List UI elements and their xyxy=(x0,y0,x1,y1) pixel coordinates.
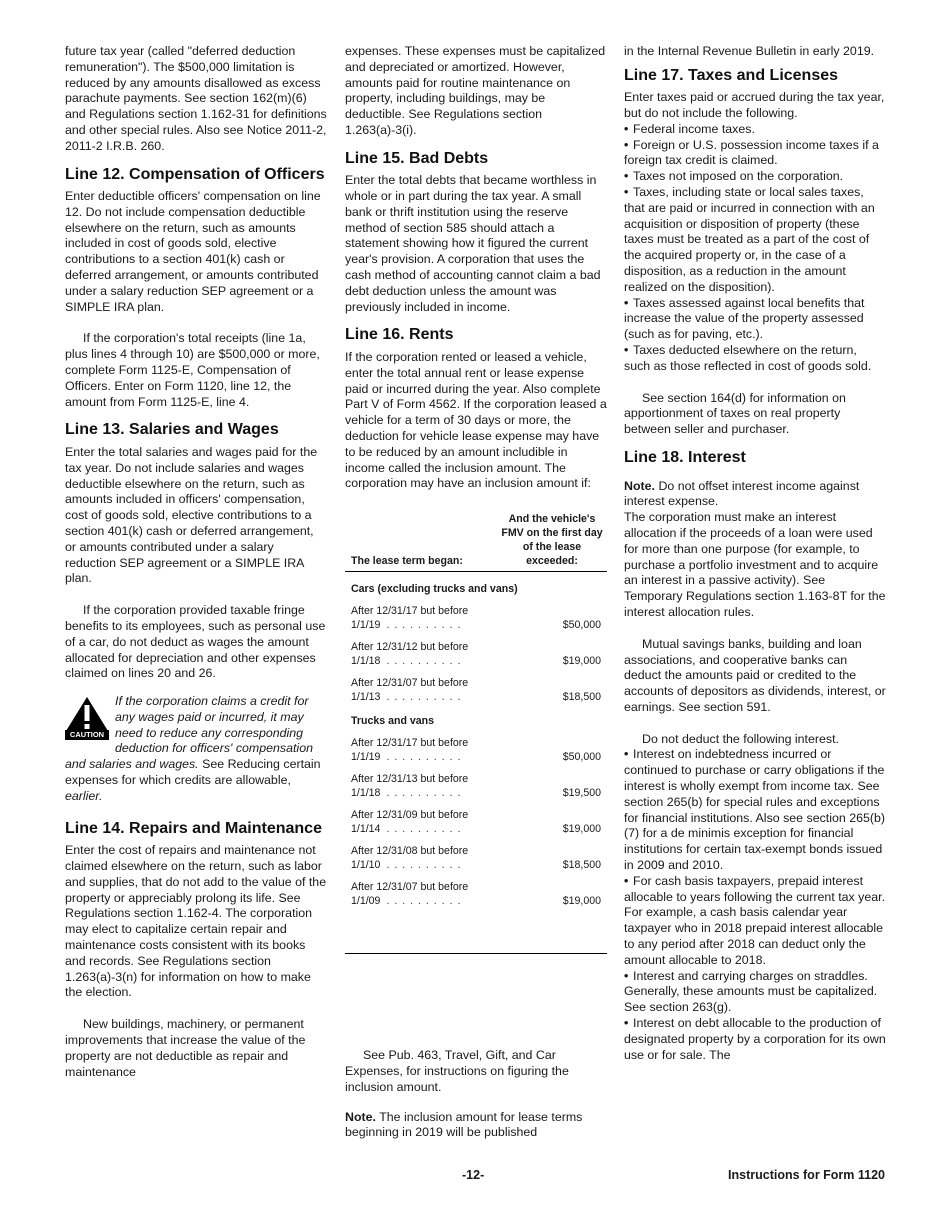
leader-dots: . . . . . . . . . . xyxy=(386,691,462,704)
table-bottom-rule xyxy=(345,953,607,954)
period-text: After 12/31/08 but before 1/1/10 . . . . . . . . . . xyxy=(351,845,469,872)
table-row xyxy=(345,728,607,764)
table-group-trucks: Trucks and vans xyxy=(351,715,435,728)
table-row xyxy=(345,836,607,872)
paragraph: expenses. These expenses must be capitalized and depreciated or amortized. However, amounts paid for routine maintenance on property, including buildings, may be deductible. See Regulations section 1.263(a)-3(i). xyxy=(345,44,606,137)
bullet-list-line-18 xyxy=(624,747,886,1063)
paragraph: See section 164(d) for information on apportionment of taxes on real property between seller and purchaser. xyxy=(624,390,846,437)
paragraph: See Pub. 463, Travel, Gift, and Car Expenses, for instructions on figuring the inclusion amount. xyxy=(345,1048,569,1094)
period-text: After 12/31/07 but before 1/1/13 . . . . . . . . . . xyxy=(351,677,469,704)
heading-line-16: Line 16. Rents xyxy=(345,326,454,344)
table-row xyxy=(345,596,607,632)
note-label: Note. xyxy=(624,478,655,493)
table-cell-amount: $18,500 xyxy=(562,859,601,872)
paragraph: Enter taxes paid or accrued during the tax year, but do not include the following. xyxy=(624,90,885,121)
paragraph: If the corporation's total receipts (line 1a, plus lines 4 through 10) are $500,000 or more, complete Form 1125-E, Compensation of Officers. Enter on Form 1120, line 12, the amount from Form 1125-E, line 4. xyxy=(65,331,320,409)
period-text: After 12/31/13 but before 1/1/18 . . . . . . . . . . xyxy=(351,773,469,800)
caution-see: See xyxy=(202,757,225,772)
table-header xyxy=(345,512,607,572)
caution-box xyxy=(65,694,327,805)
paragraph: Enter the total salaries and wages paid for the tax year. Do not include salaries and wages deductible elsewhere on the return, such as amounts included in officers' compensation, cost of goods sold, elective contributions to a section 401(k) cash or deferred arrangement, or amounts contributed under a salary reduction SEP agreement or a SIMPLE IRA plan. xyxy=(65,444,318,586)
table-header-lease-term: The lease term began: xyxy=(351,555,463,568)
bullet-item: • For cash basis taxpayers, prepaid interest allocable to years following the current tax year. For example, a cash basis calendar year taxpayer who in 2018 prepaid interest allocable to any period after 2018 can deduct only the amount allocable to 2018. xyxy=(624,874,886,969)
bullet-item: • Foreign or U.S. possession income taxes if a foreign tax credit is claimed. xyxy=(624,138,886,170)
period-text: After 12/31/12 but before 1/1/18 . . . . . . . . . . xyxy=(351,641,469,668)
column-2 xyxy=(345,44,607,1141)
note-text: Do not offset interest income against interest expense. xyxy=(624,478,860,509)
heading-line-13: Line 13. Salaries and Wages xyxy=(65,421,279,439)
table-cell-amount: $19,500 xyxy=(562,787,601,800)
heading-line-17: Line 17. Taxes and Licenses xyxy=(624,66,839,84)
column-3 xyxy=(624,44,886,1063)
leader-dots: . . . . . . . . . . xyxy=(386,787,462,800)
table-cell-amount: $50,000 xyxy=(562,751,601,764)
caution-label: CAUTION xyxy=(65,730,109,740)
period-text: After 12/31/09 but before 1/1/14 . . . . . . . . . . xyxy=(351,809,469,836)
table-cell-amount: $19,000 xyxy=(562,895,601,908)
table-cell-amount: $19,000 xyxy=(562,823,601,836)
table-row xyxy=(345,764,607,800)
heading-line-14: Line 14. Repairs and Maintenance xyxy=(65,819,322,837)
table-cell-period xyxy=(351,736,468,764)
inclusion-amount-table xyxy=(345,512,607,954)
paragraph: Do not deduct the following interest. xyxy=(642,731,839,746)
bullet-item: • Federal income taxes. xyxy=(624,122,886,138)
table-header-fmv: And the vehicle's FMV on the first day of the lease exceeded: xyxy=(501,513,603,568)
bullet-item: • Interest and carrying charges on straddles. Generally, these amounts must be capitalized. See section 263(g). xyxy=(624,969,886,1016)
table-cell-period xyxy=(351,880,468,908)
bullet-item: • Taxes, including state or local sales taxes, that are paid or incurred in connection with an acquisition or disposition of property (these taxes must be treated as a part of the cost of the acquired property or, in the case of a disposition, as a reduction in the amount realized on the disposition). xyxy=(624,185,886,296)
period-text: After 12/31/17 but before 1/1/19 . . . . . . . . . . xyxy=(351,737,469,764)
form-name: Instructions for Form 1120 xyxy=(728,1168,885,1182)
paragraph: future tax year (called "deferred deduction remuneration"). The $500,000 limitation is reduced by any amounts disallowed as excess parachute payments. See section 162(m)(6) and Regulations section 1.162-31 for definitions and other special rules. Also see Notice 2011-2, 2011-2 I.R.B. 260. xyxy=(65,44,327,153)
heading-line-12: Line 12. Compensation of Officers xyxy=(65,165,325,183)
paragraph: Mutual savings banks, building and loan associations, and cooperative banks can deduct the amounts paid or credited to the accounts of depositors as dividends, interest, or earnings. See section 591. xyxy=(624,636,886,714)
table-rows-cars xyxy=(345,596,607,704)
bullet-item: • Taxes deducted elsewhere on the return, such as those reflected in cost of goods sold. xyxy=(624,343,886,375)
leader-dots: . . . . . . . . . . xyxy=(386,751,462,764)
table-cell-period xyxy=(351,844,468,872)
table-row xyxy=(345,800,607,836)
period-text: After 12/31/17 but before 1/1/19 . . . . . . . . . . xyxy=(351,605,469,632)
note-label: Note. xyxy=(345,1109,376,1124)
note xyxy=(345,1110,607,1142)
table-row xyxy=(345,872,607,908)
table-cell-amount: $50,000 xyxy=(562,619,601,632)
paragraph: Enter deductible officers' compensation on line 12. Do not include compensation deductible elsewhere on the return, such as amounts included in cost of goods sold, elective contributions to a section 401(k) cash or deferred arrangement, or amounts contributed under a salary reduction SEP agreement or a SIMPLE IRA plan. xyxy=(65,189,321,314)
table-cell-period xyxy=(351,772,468,800)
note xyxy=(624,479,886,511)
table-group-cars: Cars (excluding trucks and vans) xyxy=(351,583,518,596)
bullet-item: • Taxes not imposed on the corporation. xyxy=(624,169,886,185)
caution-reference: Reducing certain expenses for which credits are allowable, xyxy=(65,757,321,788)
leader-dots: . . . . . . . . . . xyxy=(386,655,462,668)
table-rows-trucks xyxy=(345,728,607,908)
table-cell-period xyxy=(351,640,468,668)
heading-line-18: Line 18. Interest xyxy=(624,449,746,467)
leader-dots: . . . . . . . . . . xyxy=(386,859,462,872)
table-cell-period xyxy=(351,676,468,704)
paragraph: Enter the cost of repairs and maintenance not claimed elsewhere on the return, such as labor and supplies, that do not add to the value of the property or appreciably prolong its life. See Regulations section 1.162-4. The corporation may elect to capitalize certain repair and maintenance costs consistent with its books and records. See Regulations section 1.263(a)-3(n) for information on how to make the election. xyxy=(65,843,327,1000)
paragraph: in the Internal Revenue Bulletin in early 2019. xyxy=(624,44,875,58)
table-row xyxy=(345,668,607,704)
page-number: -12- xyxy=(462,1168,485,1182)
table-cell-period xyxy=(351,808,468,836)
caution-end: earlier. xyxy=(65,788,103,803)
column-1 xyxy=(65,44,327,1080)
bullet-list-line-17 xyxy=(624,122,886,375)
paragraph: The corporation must make an interest allocation if the proceeds of a loan were used for more than one purpose (for example, to purchase a portfolio investment and to acquire an interest in a passive activity). See Temporary Regulations section 1.163-8T for the interest allocation rules. xyxy=(624,510,886,619)
leader-dots: . . . . . . . . . . xyxy=(386,895,462,908)
caution-icon xyxy=(65,696,109,740)
paragraph: Enter the total debts that became worthless in whole or in part during the tax year. A small bank or thrift institution using the reserve method of section 585 should attach a statement showing how it figured the current year's provision. A corporation that uses the cash method of accounting cannot claim a bad debt deduction unless the amount was previously included in income. xyxy=(345,173,601,314)
bullet-item: • Interest on debt allocable to the production of designated property by a corporation for its own use or for sale. The xyxy=(624,1016,886,1063)
table-cell-amount: $19,000 xyxy=(562,655,601,668)
table-cell-amount: $18,500 xyxy=(562,691,601,704)
bullet-item: • Taxes assessed against local benefits that increase the value of the property assessed (such as for paving, etc.). xyxy=(624,296,886,343)
bullet-item: • Interest on indebtedness incurred or continued to purchase or carry obligations if the interest is wholly exempt from income tax. See section 265(b) for special rules and exceptions for financial institutions. Also see section 265(b)(7) for a de minimis exception for financial institutions for certain tax-exempt bonds issued in 2009 and 2010. xyxy=(624,747,886,873)
paragraph: If the corporation provided taxable fringe benefits to its employees, such as personal use of a car, do not deduct as wages the amount allocated for depreciation and other expenses claimed on lines 20 and 26. xyxy=(65,603,326,681)
paragraph: If the corporation rented or leased a vehicle, enter the total annual rent or lease expense paid or incurred during the year. Also complete Part V of Form 4562. If the corporation leased a vehicle for a term of 30 days or more, the deduction for vehicle lease expense may have to be reduced by an amount includible in income called the inclusion amount. The corporation may have an inclusion amount if: xyxy=(345,349,607,491)
paragraph: New buildings, machinery, or permanent improvements that increase the value of the property are not deductible as repair and maintenance xyxy=(65,1017,306,1079)
period-text: After 12/31/07 but before 1/1/09 . . . . . . . . . . xyxy=(351,881,469,908)
note-text: The inclusion amount for lease terms beginning in 2019 will be published xyxy=(345,1109,583,1140)
heading-line-15: Line 15. Bad Debts xyxy=(345,149,489,167)
table-cell-period xyxy=(351,604,468,632)
leader-dots: . . . . . . . . . . xyxy=(386,823,462,836)
leader-dots: . . . . . . . . . . xyxy=(386,619,462,632)
table-row xyxy=(345,632,607,668)
caution-text: If the corporation claims a credit for any wages paid or incurred, it may need to reduce any corresponding deduction for officers' compensation and salaries and wages. xyxy=(65,694,313,772)
